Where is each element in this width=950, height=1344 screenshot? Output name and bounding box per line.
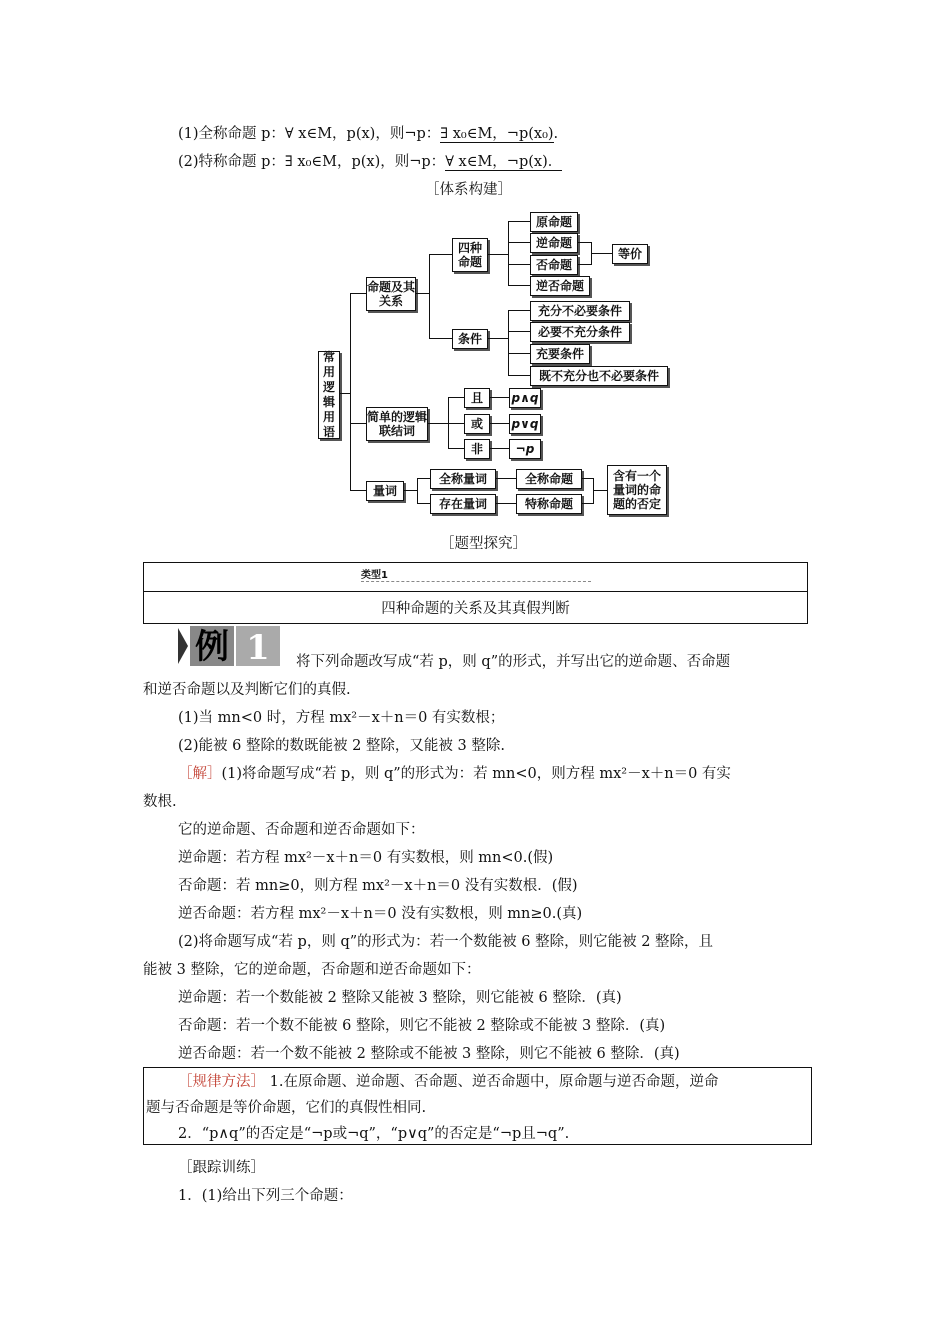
node-equivalent: 等价 (612, 244, 648, 264)
badge-char: 例 (195, 627, 229, 666)
node-connectives: 简单的逻辑联结词 (366, 407, 428, 441)
solution-line-6: (2)将命题写成“若 p，则 q”的形式为：若一个数能被 6 整除，则它能被 2 整除，且 (178, 934, 714, 950)
node-condition: 条件 (452, 329, 488, 349)
node-universal-proposition: 全称命题 (516, 469, 582, 489)
answer-blank-1: ∃ x₀∈M，¬p(x₀) (440, 126, 554, 142)
node-and: 且 (464, 388, 490, 408)
node-neither: 既不充分也不必要条件 (530, 366, 668, 386)
practice-question-1: 1．(1)给出下列三个命题： (178, 1188, 353, 1204)
method-line-1: ［规律方法］ 1.在原命题、逆命题、否命题、逆否命题中，原命题与逆否命题，逆命 (178, 1074, 719, 1090)
node-propositions: 命题及其关系 (366, 277, 416, 311)
type-label: 类型1 (361, 566, 591, 582)
practice-title: ［跟踪训练］ (178, 1160, 265, 1176)
section-title-exploration: ［题型探究］ (440, 536, 527, 552)
method-tag: ［规律方法］ (178, 1074, 265, 1090)
node-existential-proposition: 特称命题 (516, 494, 582, 514)
node-not-p: ¬p (509, 439, 541, 459)
node-or: 或 (464, 414, 490, 434)
node-quantifier: 量词 (366, 481, 404, 501)
solution-line-6b: 能被 3 整除，它的逆命题，否命题和逆否命题如下： (143, 962, 481, 978)
solution-line-9: 逆否命题：若一个数不能被 2 整除或不能被 3 整除，则它不能被 6 整除．(真) (178, 1046, 680, 1062)
solution-line-4: 否命题：若 mn≥0，则方程 mx²－x＋n＝0 没有实数根．(假) (178, 878, 578, 894)
badge-number: 1 (246, 628, 270, 666)
solution-line-5: 逆否命题：若方程 mx²－x＋n＝0 没有实数根，则 mn≥0.(真) (178, 906, 583, 922)
solution-line-7: 逆命题：若一个数能被 2 整除又能被 3 整除，则它能被 6 整除．(真) (178, 990, 622, 1006)
example-prompt-2: 和逆否命题以及判断它们的真假. (143, 682, 351, 698)
section-title-system: ［体系构建］ (425, 182, 512, 198)
solution-line-8: 否命题：若一个数不能被 6 整除，则它不能被 2 整除或不能被 3 整除．(真) (178, 1018, 666, 1034)
header-line-1: (1)全称命题 p：∀ x∈M，p(x)，则¬p：∃ x₀∈M，¬p(x₀). (178, 126, 559, 142)
example-prompt-1: 将下列命题改写成“若 p，则 q”的形式，并写出它的逆命题、否命题 (296, 654, 731, 670)
node-converse: 逆命题 (530, 233, 578, 253)
solution-line-1b: 数根. (143, 794, 177, 810)
method-line-2: 2．“p∧q”的否定是“¬p或¬q”，“p∨q”的否定是“¬p且¬q”. (178, 1126, 570, 1142)
node-contrapositive: 逆否命题 (530, 276, 590, 296)
node-universal-quantifier: 全称量词 (430, 469, 496, 489)
node-necessary-and-sufficient: 充要条件 (530, 344, 590, 364)
node-negation-of-quantified: 含有一个量词的命题的否定 (607, 465, 667, 515)
example-item-2: (2)能被 6 整除的数既能被 2 整除，又能被 3 整除. (178, 738, 505, 754)
solution-line-2: 它的逆命题、否命题和逆否命题如下： (178, 822, 425, 838)
node-original: 原命题 (530, 212, 578, 232)
example-item-1: (1)当 mn<0 时，方程 mx²－x＋n＝0 有实数根； (178, 710, 505, 726)
type-table (143, 562, 808, 624)
header-line-2: (2)特称命题 p：∃ x₀∈M，p(x)，则¬p：∀ x∈M，¬p(x)． (178, 154, 563, 170)
method-line-1b: 题与否命题是等价命题，它们的真假性相同. (146, 1100, 427, 1116)
node-root: 常用逻辑用语 (318, 351, 340, 439)
node-inverse: 否命题 (530, 255, 578, 275)
node-necessary-not-sufficient: 必要不充分条件 (530, 322, 630, 342)
example-badge (178, 626, 280, 666)
node-p-and-q: p∧q (509, 388, 541, 408)
node-existential-quantifier: 存在量词 (430, 494, 496, 514)
node-p-or-q: p∨q (509, 414, 541, 434)
type-title: 四种命题的关系及其真假判断 (381, 601, 570, 617)
answer-blank-2: ∀ x∈M，¬p(x)． (445, 154, 563, 170)
solution-tag: ［解］ (178, 766, 222, 782)
node-sufficient-not-necessary: 充分不必要条件 (530, 301, 630, 321)
solution-line-1: ［解］(1)将命题写成“若 p，则 q”的形式为：若 mn<0，则方程 mx²－x＋n＝0 有实 (178, 766, 731, 782)
solution-line-3: 逆命题：若方程 mx²－x＋n＝0 有实数根，则 mn<0.(假) (178, 850, 554, 866)
node-not: 非 (464, 439, 490, 459)
node-four-propositions: 四种命题 (452, 238, 488, 272)
